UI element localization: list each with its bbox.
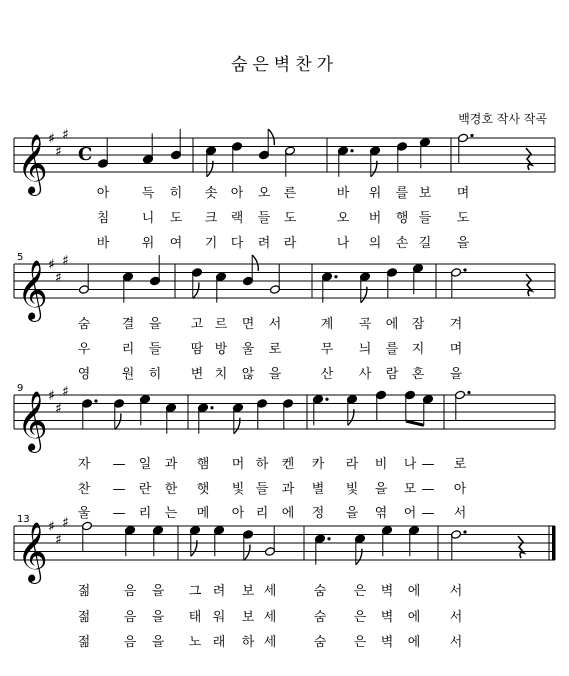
treble-clef-icon: 𝄞: [17, 522, 48, 582]
lyric-syllable: 정: [311, 506, 325, 521]
lyric-syllable: 켄: [281, 457, 295, 472]
lyric-syllable: 태: [188, 610, 202, 625]
lyric-syllable: 과: [164, 457, 178, 472]
lyric-syllable: 을: [151, 584, 165, 599]
lyric-syllable: 비: [374, 457, 388, 472]
lyric-syllable: —: [421, 457, 435, 472]
lyric-syllable: 카: [311, 457, 325, 472]
lyric-syllable: 울: [77, 506, 91, 521]
lyric-syllable: 늬: [358, 342, 372, 357]
lyric-syllable: 란: [138, 482, 152, 497]
lyric-syllable: 히: [148, 367, 162, 382]
lyric-syllable: 모: [403, 482, 417, 497]
lyric-syllable: 리: [121, 342, 135, 357]
lyric-syllable: 도: [456, 211, 470, 226]
lyric-syllable: 침: [96, 211, 110, 226]
lyric-syllable: —: [112, 506, 126, 521]
lyric-syllable: 벽: [380, 610, 394, 625]
sharp-icon: ♯: [48, 257, 55, 273]
lyric-syllable: 엮: [374, 506, 388, 521]
lyric-syllable: 음: [123, 584, 137, 599]
lyric-syllable: 치: [214, 367, 228, 382]
lyric-syllable: 을: [148, 317, 162, 332]
lyric-syllable: 는: [164, 506, 178, 521]
song-title: 숨은벽찬가: [230, 55, 339, 75]
lyric-syllable: 을: [268, 367, 282, 382]
lyric-syllable: 오: [257, 186, 271, 201]
lyric-syllable: 들: [418, 211, 432, 226]
lyric-syllable: 음: [123, 635, 137, 650]
lyric-syllable: 에: [407, 635, 421, 650]
lyric-syllable: 손: [395, 236, 409, 251]
lyric-syllable: 르: [214, 317, 228, 332]
lyric-syllable: 보: [418, 186, 432, 201]
lyric-syllable: 에: [407, 610, 421, 625]
lyric-syllable: 빛: [231, 482, 245, 497]
lyric-syllable: 아: [230, 186, 244, 201]
lyric-syllable: 도: [283, 211, 297, 226]
measure-number-9: 9: [17, 383, 24, 394]
lyric-syllable: 노: [188, 635, 202, 650]
lyric-syllable: 햇: [196, 482, 210, 497]
lyric-syllable: 그: [188, 584, 202, 599]
sharp-icon: ♯: [62, 383, 69, 400]
lyric-syllable: 벽: [380, 635, 394, 650]
lyric-syllable: 보: [241, 610, 255, 625]
lyric-syllable: 로: [453, 457, 467, 472]
lyric-syllable: 벽: [380, 584, 394, 599]
lyric-syllable: 변: [190, 367, 204, 382]
lyric-syllable: 은: [353, 635, 367, 650]
lyric-syllable: 결: [121, 317, 135, 332]
lyric-syllable: —: [421, 506, 435, 521]
lyric-syllable: 영: [77, 367, 91, 382]
lyric-syllable: 세: [263, 584, 277, 599]
lyric-syllable: 히: [169, 186, 183, 201]
sharp-icon: ♯: [62, 252, 69, 269]
lyric-syllable: 일: [138, 457, 152, 472]
lyric-syllable: 숨: [313, 610, 327, 625]
lyric-syllable: 다: [230, 236, 244, 251]
lyric-syllable: 서: [449, 635, 463, 650]
treble-clef-icon: 𝄞: [17, 391, 48, 451]
lyric-syllable: 젊: [77, 635, 91, 650]
lyric-syllable: 메: [196, 506, 210, 521]
lyric-syllable: 울: [241, 342, 255, 357]
lyric-syllable: 방: [214, 342, 228, 357]
lyric-syllable: 에: [407, 584, 421, 599]
common-time-icon: C: [78, 144, 93, 165]
lyric-syllable: 세: [263, 635, 277, 650]
lyric-syllable: 아: [453, 482, 467, 497]
sharp-icon: ♯: [55, 269, 62, 286]
lyric-syllable: 에: [385, 317, 399, 332]
lyric-syllable: 여: [169, 236, 183, 251]
lyric-syllable: 우: [77, 342, 91, 357]
lyric-syllable: 곡: [358, 317, 372, 332]
lyric-syllable: 행: [395, 211, 409, 226]
lyric-syllable: 기: [204, 236, 218, 251]
lyric-syllable: 을: [374, 482, 388, 497]
sharp-icon: ♯: [55, 531, 62, 548]
lyric-syllable: 아: [231, 506, 245, 521]
lyric-syllable: 랙: [230, 211, 244, 226]
lyric-syllable: 른: [283, 186, 297, 201]
lyric-syllable: 도: [169, 211, 183, 226]
measure-number-13: 13: [17, 514, 30, 525]
lyric-syllable: 젊: [77, 610, 91, 625]
lyric-syllable: 자: [77, 457, 91, 472]
lyric-syllable: 에: [281, 506, 295, 521]
lyric-syllable: 잠: [411, 317, 425, 332]
lyric-syllable: 아: [96, 186, 110, 201]
lyric-syllable: 위: [141, 236, 155, 251]
lyric-syllable: 라: [283, 236, 297, 251]
lyric-syllable: 찬: [77, 482, 91, 497]
lyric-syllable: —: [112, 457, 126, 472]
lyric-syllable: 보: [241, 584, 255, 599]
lyric-syllable: 며: [449, 342, 463, 357]
lyric-syllable: 세: [263, 610, 277, 625]
lyric-syllable: 않: [241, 367, 255, 382]
lyric-syllable: 원: [121, 367, 135, 382]
lyric-syllable: 은: [353, 610, 367, 625]
lyric-syllable: 서: [449, 584, 463, 599]
lyric-syllable: 을: [456, 236, 470, 251]
composer-credit: 백경호 작사 작곡: [458, 112, 547, 126]
lyric-syllable: 사: [358, 367, 372, 382]
lyric-syllable: 로: [268, 342, 282, 357]
lyric-syllable: 바: [336, 186, 350, 201]
lyric-syllable: 빛: [345, 482, 359, 497]
sharp-icon: ♯: [48, 131, 55, 147]
sharp-icon: ♯: [55, 143, 62, 160]
lyric-syllable: 숨: [313, 635, 327, 650]
lyric-syllable: 혼: [411, 367, 425, 382]
lyric-syllable: 햄: [196, 457, 210, 472]
lyric-syllable: 들: [148, 342, 162, 357]
lyric-syllable: 솟: [204, 186, 218, 201]
lyric-syllable: 어: [403, 506, 417, 521]
lyric-syllable: 버: [368, 211, 382, 226]
lyric-syllable: 람: [385, 367, 399, 382]
lyric-syllable: 고: [190, 317, 204, 332]
lyric-syllable: 려: [212, 584, 226, 599]
lyric-syllable: 숨: [77, 317, 91, 332]
sharp-icon: ♯: [48, 519, 55, 535]
lyric-syllable: 하: [255, 457, 269, 472]
lyric-syllable: 음: [123, 610, 137, 625]
sharp-icon: ♯: [62, 126, 69, 143]
lyric-syllable: 들: [255, 482, 269, 497]
lyric-syllable: 머: [231, 457, 245, 472]
lyric-syllable: 의: [368, 236, 382, 251]
treble-clef-icon: 𝄞: [17, 260, 48, 320]
lyric-syllable: 워: [212, 610, 226, 625]
lyric-syllable: 별: [311, 482, 325, 497]
lyric-syllable: 하: [241, 635, 255, 650]
lyric-syllable: 크: [204, 211, 218, 226]
lyric-syllable: —: [421, 482, 435, 497]
lyric-syllable: 과: [281, 482, 295, 497]
lyric-syllable: 서: [453, 506, 467, 521]
lyric-syllable: 서: [449, 610, 463, 625]
lyric-syllable: 산: [320, 367, 334, 382]
lyric-syllable: 계: [320, 317, 334, 332]
lyric-syllable: 득: [141, 186, 155, 201]
lyric-syllable: 리: [138, 506, 152, 521]
treble-clef-icon: 𝄞: [17, 134, 48, 194]
lyric-syllable: 위: [368, 186, 382, 201]
sharp-icon: ♯: [55, 400, 62, 417]
lyric-syllable: 은: [353, 584, 367, 599]
lyric-syllable: 려: [257, 236, 271, 251]
lyric-syllable: 한: [164, 482, 178, 497]
lyric-syllable: 무: [320, 342, 334, 357]
lyric-syllable: 래: [212, 635, 226, 650]
lyric-syllable: 리: [255, 506, 269, 521]
lyric-syllable: 바: [96, 236, 110, 251]
sharp-icon: ♯: [62, 514, 69, 531]
lyric-syllable: 서: [268, 317, 282, 332]
lyric-syllable: 을: [151, 610, 165, 625]
lyric-syllable: 젊: [77, 584, 91, 599]
lyric-syllable: 지: [411, 342, 425, 357]
lyric-syllable: 니: [141, 211, 155, 226]
lyric-syllable: 면: [241, 317, 255, 332]
lyric-syllable: 오: [336, 211, 350, 226]
lyric-syllable: 들: [257, 211, 271, 226]
lyric-syllable: 나: [403, 457, 417, 472]
lyric-syllable: 을: [151, 635, 165, 650]
lyric-syllable: 나: [336, 236, 350, 251]
lyric-syllable: —: [112, 482, 126, 497]
lyric-syllable: 며: [456, 186, 470, 201]
lyric-syllable: 길: [418, 236, 432, 251]
lyric-syllable: 를: [385, 342, 399, 357]
lyric-syllable: 을: [449, 367, 463, 382]
lyric-syllable: 땀: [190, 342, 204, 357]
lyric-syllable: 라: [345, 457, 359, 472]
lyric-syllable: 숨: [313, 584, 327, 599]
sharp-icon: ♯: [48, 388, 55, 404]
measure-number-5: 5: [17, 252, 24, 263]
lyric-syllable: 을: [345, 506, 359, 521]
lyric-syllable: 를: [395, 186, 409, 201]
lyric-syllable: 겨: [449, 317, 463, 332]
